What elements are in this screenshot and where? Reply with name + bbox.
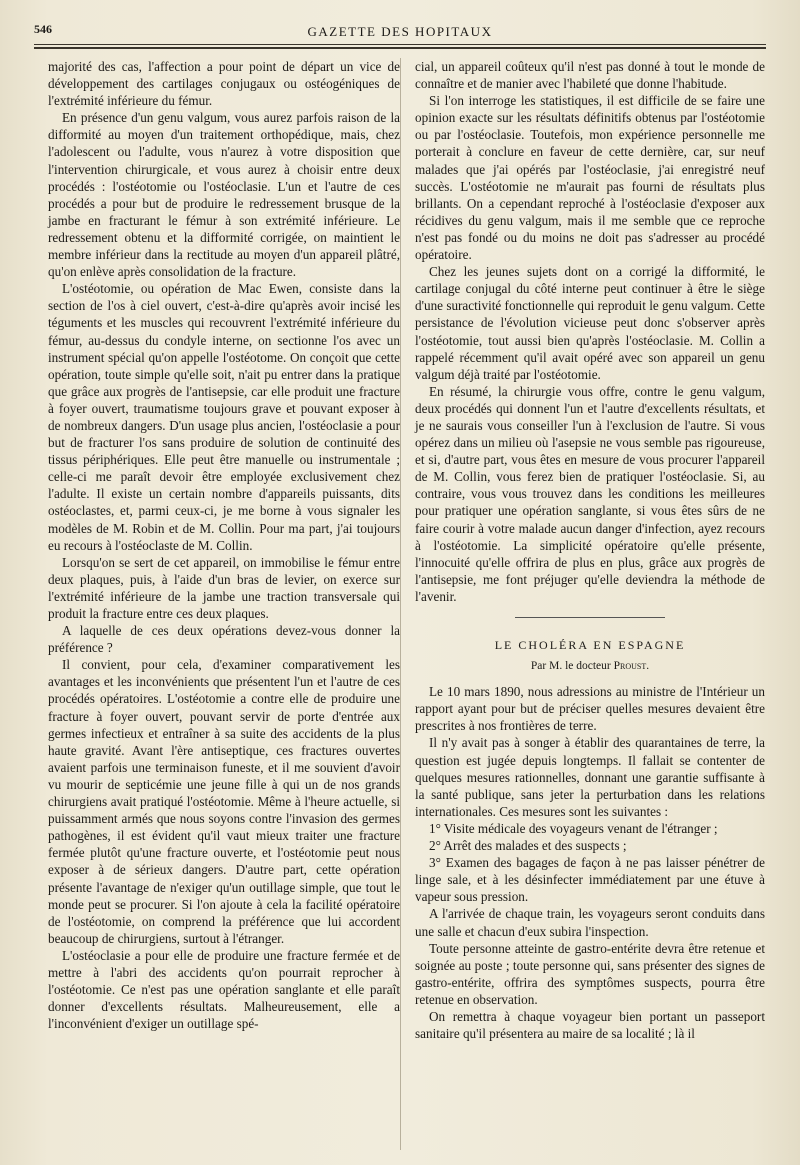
article-byline (415, 658, 765, 675)
measure-item: 2° Arrêt des malades et des suspects ; (429, 838, 627, 854)
paragraph: cial, un appareil coûteux qu'il n'est pas donné à tout le monde de connaître et de manier avec l'habileté que donne l'habitude. (415, 59, 765, 92)
paragraph: Il convient, pour cela, d'examiner comparativement les avantages et les inconvénients que présentent l'un et l'autre de ces procédés opératoires. L'ostéotomie a contre elle de produire une fracture à foyer ouvert, pouvant servir de porte d'entrée aux germes infectieux et entraîner à sa suite des accidents de la plus haute gravité. Avant l'ère antiseptique, ces fractures ouvertes avaient parfois une terminaison funeste, et il me souvient d'avoir vu mourir de septicémie une jeune fille à qui un de nos grands chirurgiens avait pratiqué l'ostéotomie. Même à l'heure actuelle, si puissamment armés que nous soyons contre l'invasion des germes pathogènes, il est évident qu'il vaut mieux traiter une fracture fermée plutôt qu'une fracture ouverte, et l'ostéotomie peut nous exposer à de sérieux dangers. D'autre part, cette opération présente l'avantage de n'exiger qu'un outillage simple, que tout le monde peut se procurer. Si l'on ajoute à cela la facilité opératoire de l'ostéotomie, on comprend la préférence que lui accordent beaucoup de chirurgiens, surtout à l'étranger. (48, 657, 400, 946)
measure-item: 1° Visite médicale des voyageurs venant de l'étranger ; (429, 820, 718, 836)
paragraph: Le 10 mars 1890, nous adressions au ministre de l'Intérieur un rapport ayant pour but de préciser quelles mesures devaient être prescrites à nos frontières de terre. (415, 684, 765, 734)
paragraph: majorité des cas, l'affection a pour point de départ un vice de développement des cartilages conjugaux ou ostéogéniques de l'extrémité inférieure du fémur. (48, 59, 400, 109)
paragraph: A l'arrivée de chaque train, les voyageurs seront conduits dans une salle et chacun d'eux subira l'inspection. (415, 906, 765, 939)
article-title: LE CHOLÉRA EN ESPAGNE (494, 638, 686, 652)
right-column (415, 58, 765, 1042)
paragraph: L'ostéoclasie a pour elle de produire une fracture fermée et de mettre à l'abri des accidents qu'on pourrait reprocher à l'ostéotomie. Ce n'est pas une opération sanglante et elle paraît donner d'excellents résultats. Malheureusement, elle a l'inconvénient d'exiger un outillage spé- (48, 947, 400, 1032)
separator-line (515, 617, 665, 618)
paragraph: Si l'on interroge les statistiques, il est difficile de se faire une opinion exacte sur les résultats définitifs obtenus par l'ostéotomie ou par l'ostéoclasie. Toutefois, mon expérience personnelle me porterait à conclure en faveur de cette dernière, car, sur neuf malades que j'ai opérés par l'ostéoclasie, j'ai enregistré neuf succès. L'ostéotomie ne m'aurait pas fourni de résultats plus brillants. On a cependant reproché à l'ostéoclasie d'exposer aux récidives du genu valgum, mais il me semble que ce reproche n'est pas fondé ou du moins ne doit pas s'adresser au procédé opératoire. (415, 93, 765, 263)
byline-prefix: Par M. le docteur (530, 660, 611, 673)
paragraph: En résumé, la chirurgie vous offre, contre le genu valgum, deux procédés qui donnent l'un et l'autre d'excellents résultats, et je ne saurais vous conseiller l'un à l'exclusion de l'autre. Si vous opérez dans un milieu où l'asepsie ne vous semble pas rigoureuse, et si, d'autre part, vous êtes en mesure de vous procurer l'appareil de M. Collin, vous ferez bien de pratiquer l'ostéoclasie. Si, au contraire, vous vous trouvez dans les conditions les meilleures pour pratiquer une opération sanglante, si vous êtes sûrs de ne faire courir à votre malade aucun danger d'infection, ayez recours à l'ostéotomie. La simplicité opératoire qu'elle présente, l'innocuité qu'elle offrira de plus en plus, grâce aux progrès de l'antisepsie, me font préjuger qu'elle deviendra la méthode de l'avenir. (415, 383, 765, 604)
left-column (48, 58, 400, 1032)
paragraph: Chez les jeunes sujets dont on a corrigé la difformité, le cartilage conjugal du côté interne peut continuer à être le siège d'une suractivité fonctionnelle qui reproduit le genu valgum. Cette persistance de l'évolution vicieuse peut donc s'observer après l'ostéotomie, tout aussi bien qu'après l'ostéoclasie. M. Collin a rappelé récemment qu'il avait opéré avec son appareil un genu valgum déjà traité par l'ostéotomie. (415, 264, 765, 382)
paragraph: En présence d'un genu valgum, vous aurez parfois raison de la difformité au moyen d'un traitement orthopédique, mais, chez l'adolescent ou l'adulte, vous n'aurez à votre disposition que l'intervention chirurgicale, et vous aurez à choisir entre deux procédés : l'ostéotomie ou l'ostéoclasie. L'un et l'autre de ces procédés a pour but de produire le redressement brusque de la jambe en fracturant le fémur à son extrémité inférieure. Le redressement obtenu et la difformité corrigée, on maintient le membre inférieur dans la rectitude au moyen d'un appareil plâtré, qu'on enlève après consolidation de la fracture. (48, 110, 400, 280)
author-name: Proust. (613, 660, 650, 673)
journal-title: GAZETTE DES HOPITAUX (307, 24, 493, 39)
paragraph: Il n'y avait pas à songer à établir des quarantaines de terre, la question est jugée depuis longtemps. Il fallait se contenter de quelques mesures rationnelles, donnant une garantie suffisante à la santé publique, sans jeter la perturbation dans les relations internationales. Ces mesures sont les suivantes : (415, 735, 765, 819)
section-separator (415, 611, 765, 623)
header-rule-thick (34, 47, 766, 49)
column-divider (400, 58, 401, 1150)
measure-item: 3° Examen des bagages de façon à ne pas laisser pénétrer de linge sale, et à les désinfecter immédiatement par une étuve à vapeur sous pression. (415, 855, 765, 905)
page-number: 546 (34, 22, 52, 36)
paragraph: Lorsqu'on se sert de cet appareil, on immobilise le fémur entre deux plaques, puis, à l'aide d'un bras de levier, on exerce sur l'extrémité inférieure de la jambe une traction transversale qui produit la fracture entre ces deux plaques. (48, 554, 400, 621)
paragraph: On remettra à chaque voyageur bien portant un passeport sanitaire qu'il présentera au maire de sa localité ; là il (415, 1008, 765, 1042)
paragraph: L'ostéotomie, ou opération de Mac Ewen, consiste dans la section de l'os à ciel ouvert, c'est-à-dire qu'après avoir incisé les téguments et les muscles qui recouvrent l'extrémité inférieure du fémur, au-dessus du condyle interne, on sectionne l'os avec un instrument spécial qu'on appelle l'ostéotome. On conçoit que cette opération, toute simple qu'elle soit, n'ait pu entrer dans la pratique que grâce aux progrès de l'antisepsie, car elle produit une fracture à foyer ouvert, traumatisme toujours grave et pouvant exposer à de nombreux dangers. D'un usage plus ancien, l'ostéoclasie a pour but de fracturer l'os sans produire de solution de continuité des tissus périphériques. Elle peut être manuelle ou instrumentale ; celle-ci me paraît devoir être employée exclusivement chez l'adulte. Il existe un certain nombre d'appareils puissants, dits ostéoclastes, et, parmi ceux-ci, je me borne à vous signaler les modèles de M. Robin et de M. Collin. Pour ma part, j'ai toujours eu recours à l'ostéoclaste de M. Collin. (48, 281, 400, 553)
header-rule (34, 44, 766, 45)
paragraph: Toute personne atteinte de gastro-entérite devra être retenue et soignée au poste ; toute personne qui, sans présenter des signes de gastro-entérite, offrira des symptômes suspects, pourra être retenue en observation. (415, 940, 765, 1007)
paragraph: A laquelle de ces deux opérations devez-vous donner la préférence ? (48, 623, 400, 656)
